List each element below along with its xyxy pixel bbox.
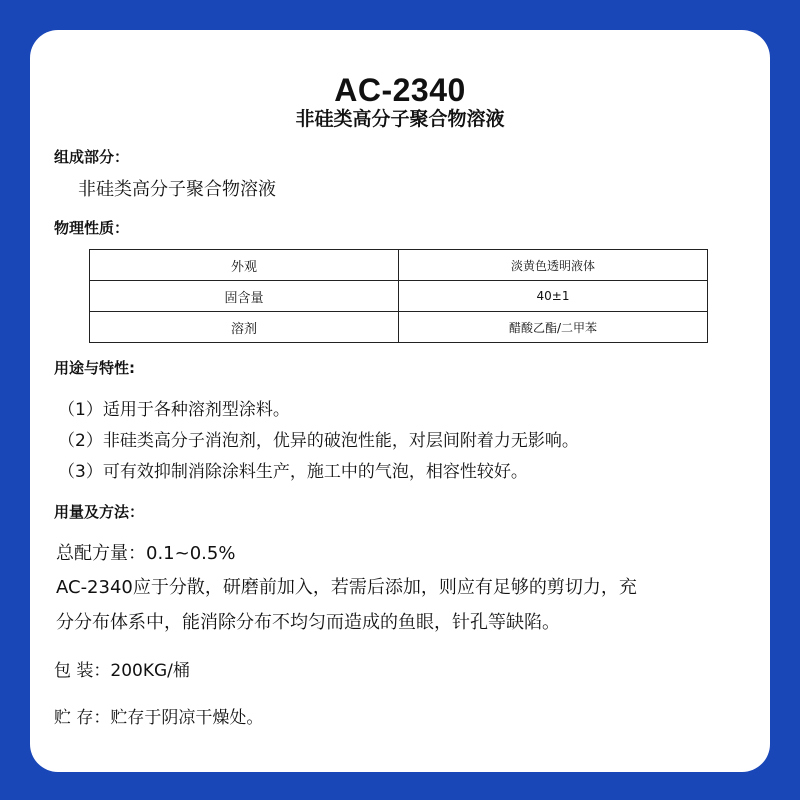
- property-label: 固含量: [90, 281, 399, 312]
- uses-heading: 用途与特性:: [54, 359, 135, 377]
- dosage-line: 总配方量：0.1~0.5%: [56, 543, 236, 564]
- physical-heading: 物理性质：: [54, 219, 130, 237]
- list-item: （2）非硅类高分子消泡剂，优异的破泡性能，对层间附着力无影响。: [58, 431, 579, 451]
- packaging-text: 包 装：200KG/桶: [54, 661, 190, 681]
- table-row: [90, 250, 708, 281]
- storage-text: 贮 存：贮存于阴凉干燥处。: [54, 708, 264, 728]
- property-label: 溶剂: [90, 312, 399, 343]
- property-value: 醋酸乙酯/二甲苯: [399, 312, 708, 343]
- product-title: AC-2340: [334, 72, 466, 108]
- composition-heading: 组成部分：: [54, 148, 130, 166]
- property-label: 外观: [90, 250, 399, 281]
- table-row: [90, 281, 708, 312]
- dosage-heading: 用量及方法：: [54, 503, 145, 521]
- product-card: [30, 30, 770, 772]
- properties-table: [89, 249, 708, 343]
- list-item: （3）可有效抑制消除涂料生产，施工中的气泡，相容性较好。: [58, 462, 528, 482]
- property-value: 40±1: [399, 281, 708, 312]
- product-subtitle: 非硅类高分子聚合物溶液: [295, 108, 505, 130]
- property-value: 淡黄色透明液体: [399, 250, 708, 281]
- composition-text: 非硅类高分子聚合物溶液: [78, 179, 276, 200]
- table-row: [90, 312, 708, 343]
- dosage-line: AC-2340应于分散，研磨前加入，若需后添加，则应有足够的剪切力，充: [56, 577, 637, 598]
- dosage-line: 分分布体系中，能消除分布不均匀而造成的鱼眼，针孔等缺陷。: [56, 612, 560, 633]
- list-item: （1）适用于各种溶剂型涂料。: [58, 400, 290, 420]
